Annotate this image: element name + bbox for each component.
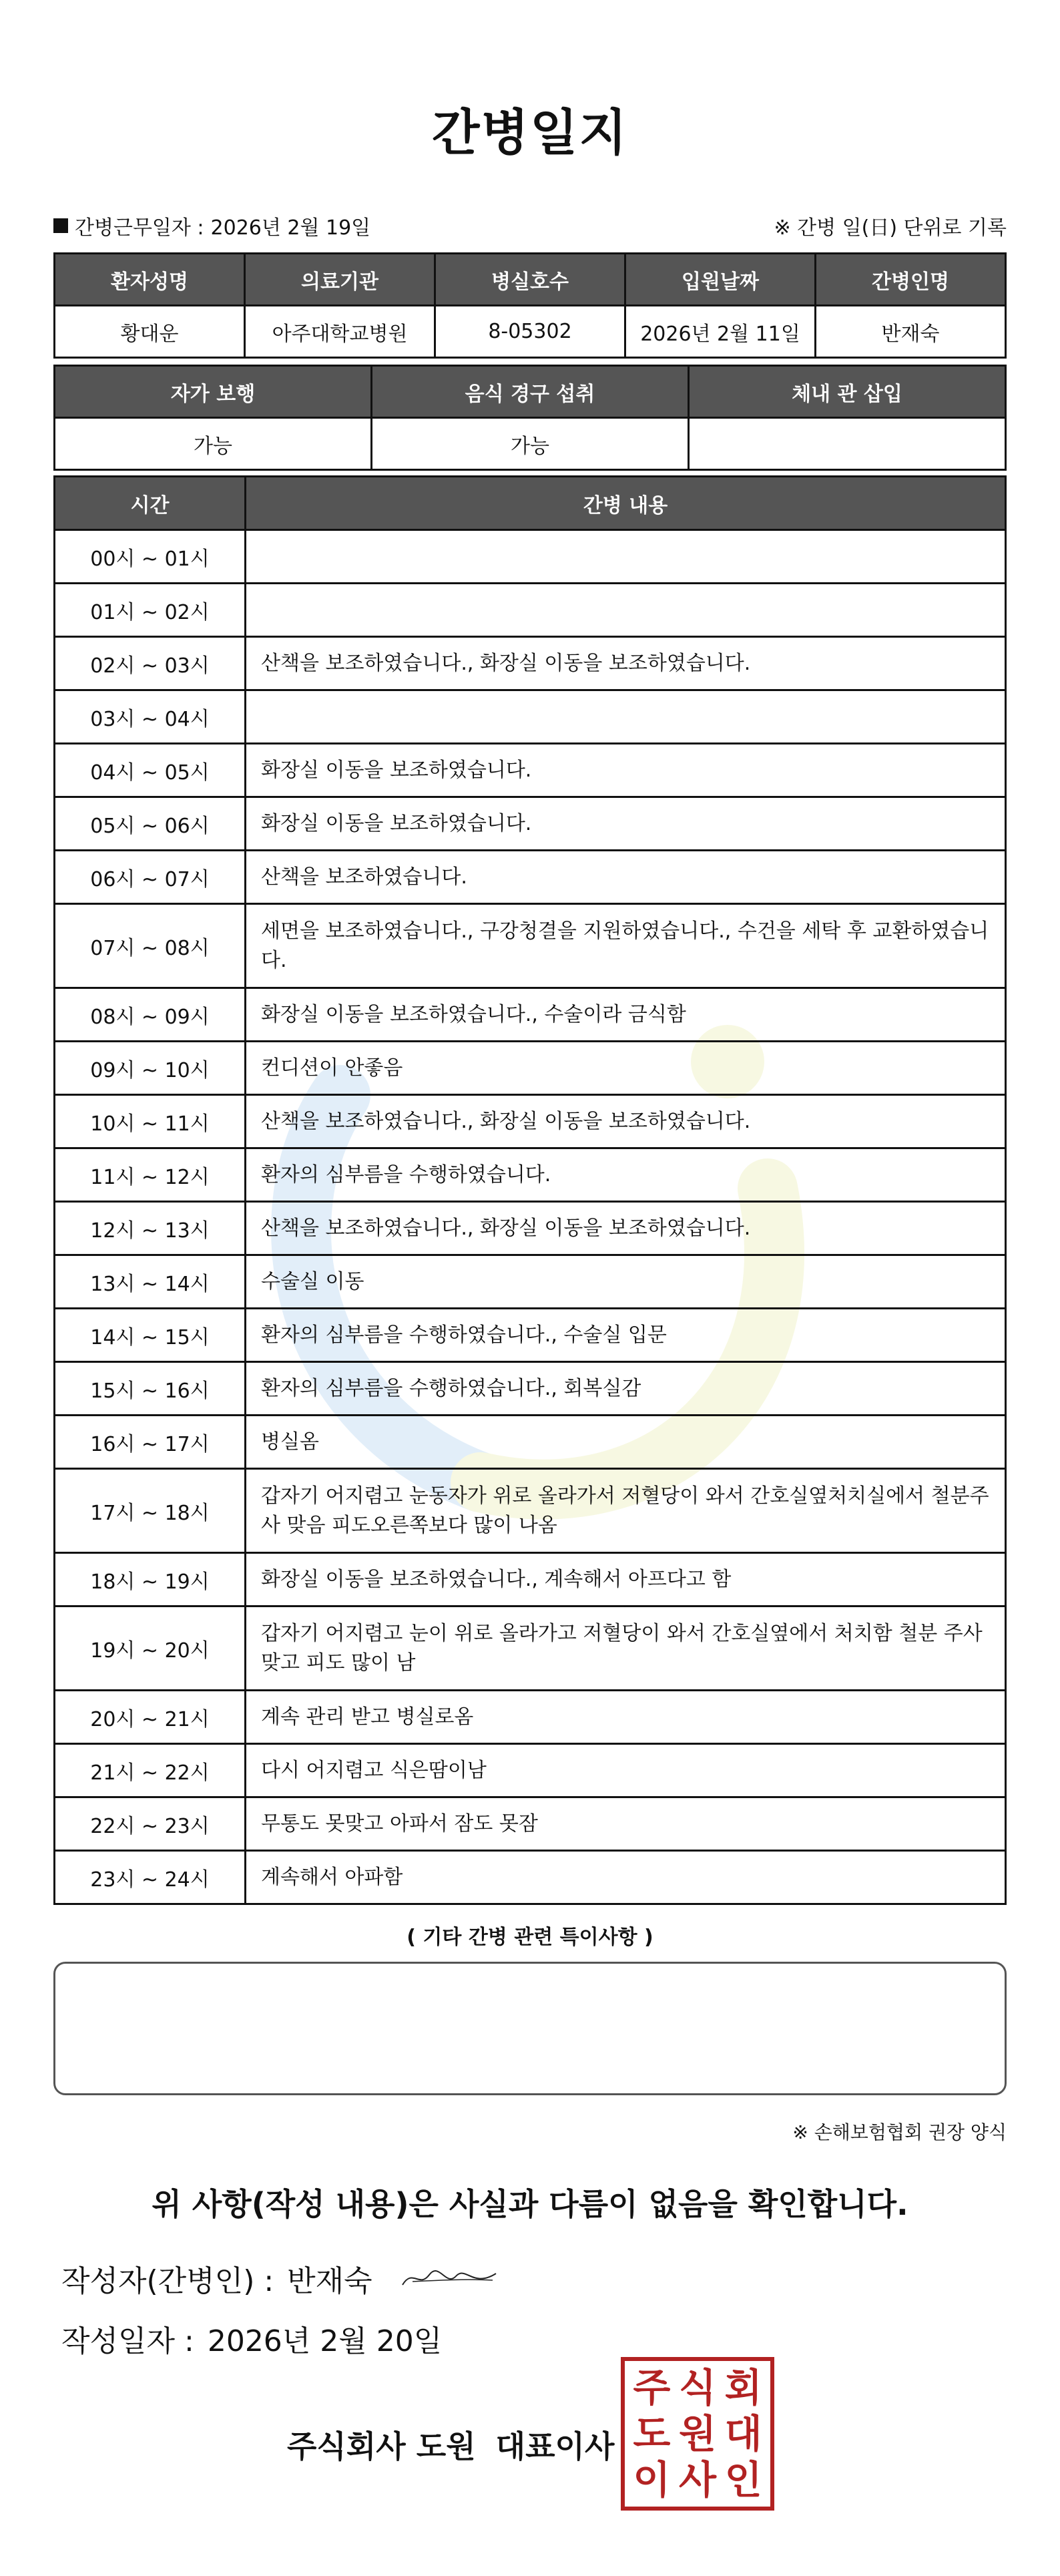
page-title: 간병일지 — [432, 104, 628, 162]
log-content: 계속해서 아파함 — [246, 1851, 1006, 1904]
tube-insertion-value — [689, 418, 1006, 470]
header-patient-name: 환자성명 — [55, 254, 245, 306]
header-walking: 자가 보행 — [55, 366, 372, 418]
log-time: 11시 ~ 12시 — [55, 1148, 246, 1202]
square-bullet-icon — [53, 218, 68, 233]
log-content: 무통도 못맞고 아파서 잠도 못잠 — [246, 1797, 1006, 1851]
log-content — [246, 584, 1006, 637]
log-row — [55, 530, 1006, 584]
header-tube-insertion: 체내 관 삽입 — [689, 366, 1006, 418]
written-date: 2026년 2월 20일 — [207, 2324, 443, 2358]
seal-char: 대 — [724, 2410, 762, 2456]
seal-char: 사 — [678, 2456, 716, 2503]
log-row — [55, 1606, 1006, 1691]
log-time: 20시 ~ 21시 — [55, 1691, 246, 1744]
signature-icon — [399, 2262, 499, 2295]
log-row — [55, 1309, 1006, 1362]
caregiver-name: 반재숙 — [816, 306, 1006, 358]
record-unit-note: ※ 간병 일(日) 단위로 기록 — [774, 216, 1007, 240]
header-hospital: 의료기관 — [245, 254, 435, 306]
log-time: 14시 ~ 15시 — [55, 1309, 246, 1362]
notes-box — [53, 1962, 1007, 2095]
seal-char: 도 — [633, 2410, 671, 2456]
log-row — [55, 988, 1006, 1042]
log-row — [55, 797, 1006, 851]
log-time: 12시 ~ 13시 — [55, 1202, 246, 1255]
log-content: 화장실 이동을 보조하였습니다., 수술이라 금식함 — [246, 988, 1006, 1042]
header-room: 병실호수 — [435, 254, 625, 306]
log-time: 22시 ~ 23시 — [55, 1797, 246, 1851]
recommended-form-note: ※ 손해보험협회 권장 양식 — [792, 2121, 1007, 2143]
walking-value: 가능 — [55, 418, 372, 470]
log-content: 환자의 심부름을 수행하였습니다., 회복실감 — [246, 1362, 1006, 1416]
log-row — [55, 1255, 1006, 1309]
signer-line — [61, 2257, 499, 2300]
header-admission-date: 입원날짜 — [625, 254, 816, 306]
oral-intake-value: 가능 — [372, 418, 689, 470]
log-row — [55, 904, 1006, 988]
patient-name: 황대운 — [55, 306, 245, 358]
seal-char: 주 — [633, 2365, 671, 2411]
log-time: 02시 ~ 03시 — [55, 637, 246, 690]
log-content: 화장실 이동을 보조하였습니다. — [246, 797, 1006, 851]
log-row — [55, 1095, 1006, 1148]
log-row — [55, 637, 1006, 690]
log-content: 산책을 보조하였습니다. — [246, 851, 1006, 904]
log-time: 05시 ~ 06시 — [55, 797, 246, 851]
meta-row — [53, 212, 1007, 239]
work-date-value: 2026년 2월 19일 — [210, 216, 371, 240]
log-content: 화장실 이동을 보조하였습니다., 계속해서 아프다고 함 — [246, 1553, 1006, 1606]
log-row — [55, 1469, 1006, 1553]
written-date-line — [61, 2317, 442, 2360]
log-row — [55, 1744, 1006, 1797]
log-content: 환자의 심부름을 수행하였습니다., 수술실 입문 — [246, 1309, 1006, 1362]
log-content: 세면을 보조하였습니다., 구강청결을 지원하였습니다., 수건을 세탁 후 교환하였습니다. — [246, 904, 1006, 988]
log-row — [55, 1042, 1006, 1095]
log-content: 갑자기 어지렴고 눈이 위로 올라가고 저혈당이 와서 간호실옆에서 처치함 철분 주사맞고 피도 많이 남 — [246, 1606, 1006, 1691]
log-content: 산책을 보조하였습니다., 화장실 이동을 보조하였습니다. — [246, 1095, 1006, 1148]
company-name: 주식회사 도원 — [287, 2428, 476, 2464]
log-content: 산책을 보조하였습니다., 화장실 이동을 보조하였습니다. — [246, 637, 1006, 690]
log-time: 07시 ~ 08시 — [55, 904, 246, 988]
log-row — [55, 1202, 1006, 1255]
log-content: 환자의 심부름을 수행하였습니다. — [246, 1148, 1006, 1202]
log-row — [55, 1553, 1006, 1606]
log-row — [55, 1851, 1006, 1904]
seal-char: 원 — [678, 2410, 716, 2456]
log-time: 19시 ~ 20시 — [55, 1606, 246, 1691]
log-content — [246, 530, 1006, 584]
log-row — [55, 1362, 1006, 1416]
log-time: 08시 ~ 09시 — [55, 988, 246, 1042]
company-seal-stamp — [621, 2357, 774, 2511]
seal-char: 회 — [724, 2365, 762, 2411]
seal-char: 이 — [633, 2456, 671, 2503]
patient-status-table — [53, 365, 1007, 471]
written-date-label: 작성일자 : — [61, 2324, 194, 2358]
log-time: 10시 ~ 11시 — [55, 1095, 246, 1148]
log-time: 23시 ~ 24시 — [55, 1851, 246, 1904]
header-time: 시간 — [55, 477, 246, 530]
hospital: 아주대학교병원 — [245, 306, 435, 358]
work-date-label: 간병근무일자 : — [75, 216, 204, 240]
log-row — [55, 690, 1006, 744]
header-care-content: 간병 내용 — [246, 477, 1006, 530]
header-caregiver: 간병인명 — [816, 254, 1006, 306]
log-time: 16시 ~ 17시 — [55, 1416, 246, 1469]
log-time: 13시 ~ 14시 — [55, 1255, 246, 1309]
company-line — [287, 2422, 614, 2466]
log-row — [55, 1148, 1006, 1202]
log-content: 화장실 이동을 보조하였습니다. — [246, 744, 1006, 797]
log-row — [55, 584, 1006, 637]
log-content: 다시 어지렴고 식은땀이남 — [246, 1744, 1006, 1797]
confirmation-statement: 위 사항(작성 내용)은 사실과 다름이 없음을 확인합니다. — [152, 2186, 908, 2222]
company-title: 대표이사 — [495, 2428, 615, 2464]
log-row — [55, 1797, 1006, 1851]
header-oral-intake: 음식 경구 섭취 — [372, 366, 689, 418]
log-row — [55, 851, 1006, 904]
signer-label: 작성자(간병인) : — [61, 2264, 274, 2298]
log-content: 갑자기 어지렴고 눈동자가 위로 올라가서 저혈당이 와서 간호실옆처치실에서 철분주사 맞음 피도오른쪽보다 많이 나옴 — [246, 1469, 1006, 1553]
log-content: 병실옴 — [246, 1416, 1006, 1469]
log-time: 21시 ~ 22시 — [55, 1744, 246, 1797]
admission-date: 2026년 2월 11일 — [625, 306, 816, 358]
log-row — [55, 1691, 1006, 1744]
log-content: 계속 관리 받고 병실로옴 — [246, 1691, 1006, 1744]
log-time: 01시 ~ 02시 — [55, 584, 246, 637]
log-content: 산책을 보조하였습니다., 화장실 이동을 보조하였습니다. — [246, 1202, 1006, 1255]
log-content: 컨디션이 안좋음 — [246, 1042, 1006, 1095]
seal-char: 인 — [724, 2456, 762, 2503]
log-time: 15시 ~ 16시 — [55, 1362, 246, 1416]
log-time: 18시 ~ 19시 — [55, 1553, 246, 1606]
log-time: 04시 ~ 05시 — [55, 744, 246, 797]
seal-char: 식 — [678, 2365, 716, 2411]
log-content — [246, 690, 1006, 744]
signer-name: 반재숙 — [287, 2264, 372, 2298]
log-row — [55, 744, 1006, 797]
log-content: 수술실 이동 — [246, 1255, 1006, 1309]
log-time: 03시 ~ 04시 — [55, 690, 246, 744]
log-row — [55, 1416, 1006, 1469]
care-log-table — [53, 475, 1007, 1905]
log-time: 00시 ~ 01시 — [55, 530, 246, 584]
room-number: 8-05302 — [435, 306, 625, 358]
log-time: 09시 ~ 10시 — [55, 1042, 246, 1095]
notes-title: ( 기타 간병 관련 특이사항 ) — [407, 1926, 653, 1949]
log-time: 17시 ~ 18시 — [55, 1469, 246, 1553]
log-time: 06시 ~ 07시 — [55, 851, 246, 904]
patient-info-table — [53, 252, 1007, 359]
